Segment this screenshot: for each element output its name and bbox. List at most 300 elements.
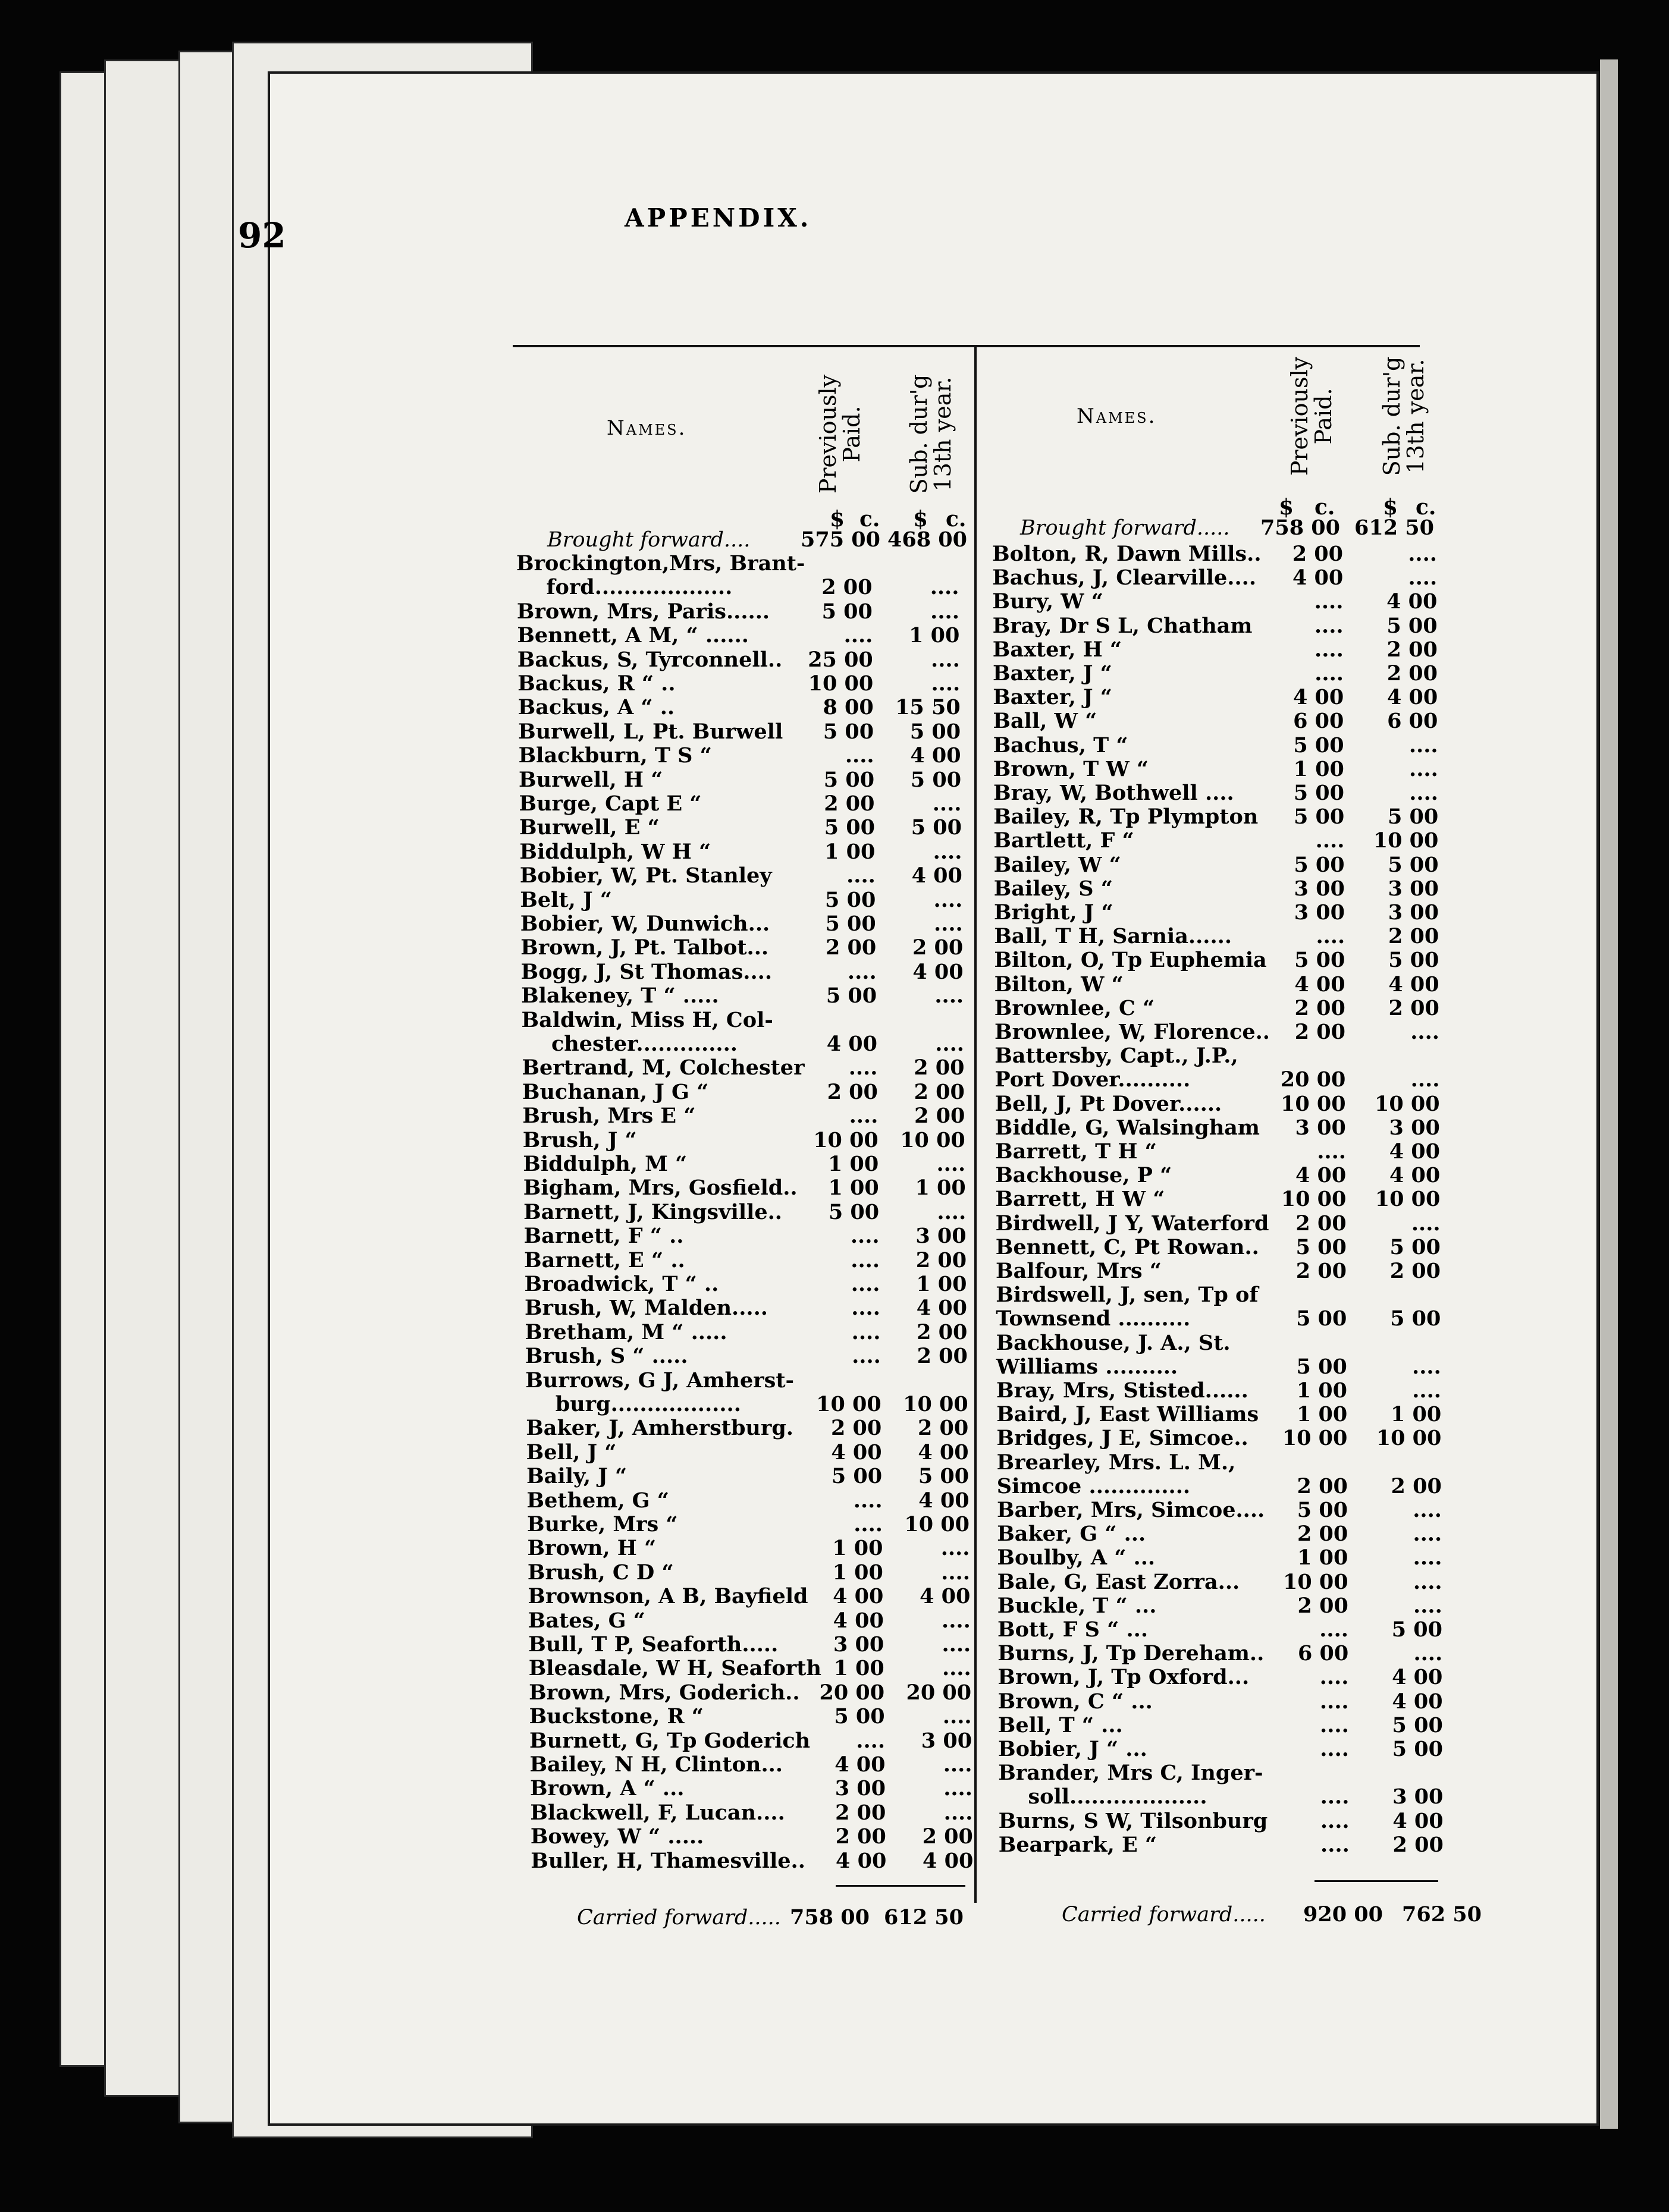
table-row xyxy=(996,1427,1444,1450)
table-row xyxy=(997,1618,1445,1642)
previously-paid-cell: .... xyxy=(849,1104,879,1129)
contributor-name: Biddle, G, Walsingham xyxy=(995,1115,1260,1140)
table-row xyxy=(521,960,966,984)
subscription-cell: 20 00 xyxy=(906,1680,972,1705)
table-row xyxy=(519,768,964,792)
table-row xyxy=(524,1249,969,1272)
contributor-name: chester.............. xyxy=(551,1032,738,1056)
subscription-cell: 6 00 xyxy=(1387,709,1438,734)
subscription-cell: .... xyxy=(942,1608,971,1633)
contributor-name: Birdswell, J, sen, Tp of xyxy=(996,1283,1259,1308)
table-row xyxy=(997,1546,1444,1570)
contributor-name: Backhouse, J. A., St. xyxy=(996,1330,1231,1355)
contributor-name: Burwell, L, Pt. Burwell xyxy=(518,719,783,744)
subscription-cell: 4 00 xyxy=(920,1584,971,1609)
previously-paid-cell: 5 00 xyxy=(1293,805,1345,830)
table-row xyxy=(996,1331,1444,1355)
table-row xyxy=(995,1164,1442,1187)
contributor-name: Burnett, G, Tp Goderich xyxy=(529,1728,811,1753)
subscription-cell: 4 00 xyxy=(1392,1808,1444,1833)
previously-paid-cell: 5 00 xyxy=(823,719,874,744)
subscription-cell: .... xyxy=(930,575,959,600)
contributor-name: Bright, J “ xyxy=(994,900,1113,925)
subscription-cell: .... xyxy=(943,1752,972,1777)
table-row xyxy=(994,853,1441,877)
brought-forward-label: Brought forward..... xyxy=(1020,516,1230,540)
previously-paid-cell: .... xyxy=(1319,1689,1349,1714)
previously-paid-cell: 5 00 xyxy=(828,1199,880,1224)
previously-paid-cell: 5 00 xyxy=(1293,733,1344,758)
previously-paid-cell: 4 00 xyxy=(836,1848,887,1873)
previously-paid-cell: 2 00 xyxy=(821,575,873,600)
contributor-name: Baxter, J “ xyxy=(993,661,1112,686)
table-row xyxy=(529,1729,974,1753)
right-sub-cents: c. xyxy=(1416,495,1436,520)
previously-paid-cell: 4 00 xyxy=(1292,685,1344,710)
subscription-cell: .... xyxy=(936,1152,966,1176)
subscription-cell: 4 00 xyxy=(1388,972,1439,997)
previously-paid-cell: .... xyxy=(1320,1737,1349,1761)
subscription-cell: 4 00 xyxy=(912,959,964,984)
table-row xyxy=(997,1666,1445,1689)
contributor-name: Burke, Mrs “ xyxy=(527,1512,678,1537)
previously-paid-cell: .... xyxy=(847,959,877,984)
table-row xyxy=(522,1056,967,1080)
contributor-name: Brown, H “ xyxy=(527,1536,657,1561)
previously-paid-cell: 5 00 xyxy=(1297,1498,1348,1522)
previously-paid-cell: 8 00 xyxy=(823,695,874,720)
contributor-name: Bennett, A M, “ ...... xyxy=(517,623,749,648)
subscription-cell: .... xyxy=(1413,1593,1442,1618)
contributor-name: Brownlee, W, Florence.. xyxy=(995,1020,1270,1044)
contributor-name: Burns, J, Tp Dereham.. xyxy=(997,1641,1265,1666)
previously-paid-cell: 4 00 xyxy=(1295,1163,1347,1188)
previously-paid-cell: 4 00 xyxy=(833,1584,884,1609)
previously-paid-cell: 2 00 xyxy=(1297,1593,1348,1618)
contributor-name: Brush, C D “ xyxy=(527,1560,674,1585)
previously-paid-cell: .... xyxy=(1315,661,1344,686)
previously-paid-cell: .... xyxy=(851,1319,881,1344)
table-row xyxy=(995,1140,1442,1164)
left-brought-forward xyxy=(547,528,970,552)
subscription-cell: .... xyxy=(1409,781,1438,805)
right-brought-forward xyxy=(1020,516,1436,540)
contributor-name: Barrett, T H “ xyxy=(995,1139,1157,1164)
table-row xyxy=(995,997,1442,1020)
subscription-cell: .... xyxy=(1408,733,1438,758)
contributor-name: Brown, Mrs, Paris...... xyxy=(516,599,770,624)
subscription-cell: 2 00 xyxy=(1392,1832,1444,1857)
left-names-header: Names. xyxy=(607,416,687,440)
contributor-name: Bull, T P, Seaforth..... xyxy=(528,1632,779,1657)
subscription-cell: 4 00 xyxy=(1392,1665,1443,1690)
table-row xyxy=(995,1068,1442,1092)
contributor-name: Bott, F S “ ... xyxy=(997,1617,1148,1642)
center-divider xyxy=(974,345,977,1903)
previously-paid-cell: 2 00 xyxy=(830,1416,882,1441)
subscription-cell: 5 00 xyxy=(1390,1306,1441,1331)
contributor-name: Bailey, N H, Clinton... xyxy=(529,1752,783,1777)
page-number: 92 xyxy=(238,215,286,256)
subscription-cell: 15 50 xyxy=(895,695,961,720)
table-row xyxy=(524,1224,969,1248)
previously-paid-cell: .... xyxy=(1319,1665,1349,1690)
contributor-name: Bretham, M “ ..... xyxy=(525,1319,727,1344)
table-row xyxy=(999,1833,1446,1857)
subscription-cell: 2 00 xyxy=(1391,1473,1442,1498)
subscription-cell: 1 00 xyxy=(916,1272,967,1296)
contributor-name: Burns, S W, Tilsonburg xyxy=(998,1808,1268,1833)
table-row xyxy=(995,973,1442,997)
contributor-name: Biddulph, M “ xyxy=(523,1152,688,1176)
contributor-name: Brownlee, C “ xyxy=(994,995,1155,1020)
subscription-cell: .... xyxy=(1409,756,1438,781)
table-row xyxy=(526,1441,971,1465)
table-row xyxy=(527,1489,972,1513)
table-row xyxy=(995,1092,1442,1116)
subscription-cell: .... xyxy=(1410,1020,1439,1044)
previously-paid-cell: 2 00 xyxy=(1297,1473,1348,1498)
contributor-name: Barnett, E “ .. xyxy=(524,1248,685,1272)
previously-paid-cell: 5 00 xyxy=(826,984,877,1008)
subscription-cell: .... xyxy=(932,791,962,816)
subscription-cell: 2 00 xyxy=(1388,924,1439,949)
subscription-cell: 3 00 xyxy=(1389,1115,1440,1140)
table-row xyxy=(531,1825,975,1849)
previously-paid-cell: 1 00 xyxy=(833,1656,884,1681)
previously-paid-cell: 1 00 xyxy=(828,1176,879,1201)
previously-paid-cell: 5 00 xyxy=(831,1464,883,1489)
contributor-name: Bury, W “ xyxy=(992,589,1103,614)
subscription-cell: .... xyxy=(1413,1498,1442,1522)
previously-paid-cell: 3 00 xyxy=(1294,876,1345,901)
previously-paid-cell: 2 00 xyxy=(835,1800,886,1825)
previously-paid-cell: 6 00 xyxy=(1293,709,1344,734)
subscription-cell: 4 00 xyxy=(910,743,961,768)
previously-paid-cell: 5 00 xyxy=(1294,852,1345,877)
previously-paid-cell: 10 00 xyxy=(1281,1187,1347,1212)
subscription-cell: .... xyxy=(934,912,963,936)
subscription-cell: 2 00 xyxy=(1388,995,1439,1020)
table-row xyxy=(519,816,964,840)
left-prev-dollar: $ xyxy=(830,507,845,532)
table-row xyxy=(525,1296,970,1320)
contributor-name: Brockington,Mrs, Brant- xyxy=(516,551,805,576)
subscription-cell: 4 00 xyxy=(1386,589,1438,614)
table-row xyxy=(531,1849,975,1873)
subscription-cell: 4 00 xyxy=(1392,1689,1443,1714)
contributor-name: Bridges, J E, Simcoe.. xyxy=(996,1426,1248,1451)
subscription-cell: .... xyxy=(1408,565,1438,590)
previously-paid-cell: 5 00 xyxy=(1293,781,1344,805)
contributor-name: Brown, A “ ... xyxy=(529,1776,685,1801)
contributor-name: Baxter, J “ xyxy=(993,685,1112,710)
contributor-name: Belt, J “ xyxy=(520,887,612,912)
previously-paid-cell: 1 00 xyxy=(1293,756,1344,781)
contributor-name: Blakeney, T “ ..... xyxy=(521,984,719,1008)
table-row xyxy=(519,792,964,816)
table-row xyxy=(996,1236,1443,1259)
carried-forward-prev: 758 00 xyxy=(790,1905,870,1930)
table-row xyxy=(997,1642,1445,1666)
table-row xyxy=(518,720,963,744)
contributor-name: Bell, J, Pt Dover...... xyxy=(995,1091,1222,1116)
contributor-name: Bowey, W “ ..... xyxy=(530,1824,704,1849)
contributor-name: Bennett, C, Pt Rowan.. xyxy=(995,1234,1259,1259)
table-row xyxy=(518,696,963,719)
contributor-name: Brush, S “ ..... xyxy=(525,1344,688,1369)
table-row xyxy=(995,1116,1442,1140)
table-row xyxy=(522,1032,967,1056)
contributor-name: Brown, J, Tp Oxford... xyxy=(997,1665,1250,1690)
right-prev-cents: c. xyxy=(1315,495,1335,520)
table-row xyxy=(993,829,1441,853)
contributor-name: Buchanan, J G “ xyxy=(522,1079,709,1104)
contributor-name: soll................... xyxy=(1028,1784,1207,1809)
table-row xyxy=(993,805,1441,829)
carried-forward-sub: 612 50 xyxy=(884,1905,964,1930)
previously-paid-cell: 5 00 xyxy=(825,887,876,912)
previously-paid-cell: 10 00 xyxy=(813,1127,879,1152)
contributor-name: Bogg, J, St Thomas.... xyxy=(520,959,773,984)
table-row xyxy=(520,888,965,912)
right-sub-header: Sub. dur'g 13th year. xyxy=(1379,356,1429,476)
table-row xyxy=(993,686,1440,709)
contributor-name: Buller, H, Thamesville.. xyxy=(531,1848,805,1873)
contributor-name: Ball, W “ xyxy=(993,709,1097,734)
table-row xyxy=(998,1690,1445,1714)
table-row xyxy=(997,1451,1444,1475)
previously-paid-cell: .... xyxy=(1316,924,1345,949)
table-row xyxy=(992,542,1439,566)
subscription-cell: 2 00 xyxy=(922,1824,973,1849)
previously-paid-cell: 5 00 xyxy=(1294,948,1345,973)
contributor-name: Ball, T H, Sarnia...... xyxy=(994,924,1232,949)
table-row xyxy=(998,1785,1445,1809)
subscription-cell: 3 00 xyxy=(1388,876,1439,901)
table-row xyxy=(522,1080,967,1104)
previously-paid-cell: .... xyxy=(1315,828,1345,853)
table-row xyxy=(528,1561,972,1585)
previously-paid-cell: .... xyxy=(1320,1832,1350,1857)
previously-paid-cell: 5 00 xyxy=(1295,1234,1347,1259)
table-row xyxy=(521,984,966,1008)
table-row xyxy=(525,1321,970,1344)
table-row xyxy=(993,734,1441,758)
contributor-name: Burge, Capt E “ xyxy=(519,791,702,816)
contributor-name: Bell, T “ ... xyxy=(997,1713,1123,1737)
table-row xyxy=(993,614,1440,638)
table-row xyxy=(994,925,1441,948)
subscription-cell: 4 00 xyxy=(918,1488,970,1513)
subscription-cell: 2 00 xyxy=(917,1344,968,1369)
table-row xyxy=(994,948,1441,972)
contributor-name: Barnett, J, Kingsville.. xyxy=(523,1199,782,1224)
left-sub-cents: c. xyxy=(946,507,967,532)
subscription-cell: .... xyxy=(931,647,960,672)
contributor-name: Baker, G “ ... xyxy=(997,1522,1146,1547)
right-carried-forward xyxy=(1062,1903,1484,1927)
subscription-cell: .... xyxy=(933,887,963,912)
previously-paid-cell: .... xyxy=(1314,613,1344,638)
table-row xyxy=(523,1129,968,1152)
table-row xyxy=(520,864,965,888)
table-row xyxy=(999,1809,1446,1833)
table-row xyxy=(528,1585,972,1608)
subscription-cell: 3 00 xyxy=(1388,900,1439,925)
table-row xyxy=(992,590,1439,614)
subscription-cell: .... xyxy=(934,984,964,1008)
table-row xyxy=(996,1259,1443,1283)
subscription-cell: 10 00 xyxy=(1373,828,1439,853)
contributor-name: Backus, S, Tyrconnell.. xyxy=(517,647,783,672)
right-previously-paid-header: Previously Paid. xyxy=(1287,356,1337,476)
table-row xyxy=(526,1465,971,1488)
subscription-cell: .... xyxy=(931,671,961,696)
previously-paid-cell: 20 00 xyxy=(1280,1067,1346,1092)
previously-paid-cell: .... xyxy=(854,1512,883,1537)
previously-paid-cell: 3 00 xyxy=(834,1776,886,1801)
contributor-name: Bray, Mrs, Stisted...... xyxy=(996,1378,1248,1403)
subscription-cell: 1 00 xyxy=(1390,1402,1442,1427)
previously-paid-cell: 1 00 xyxy=(824,839,876,864)
subscription-cell: .... xyxy=(942,1656,971,1681)
previously-paid-cell: 4 00 xyxy=(831,1440,882,1465)
contributor-name: Balfour, Mrs “ xyxy=(996,1259,1162,1283)
previously-paid-cell: .... xyxy=(845,743,874,768)
subscription-cell: .... xyxy=(941,1560,970,1585)
previously-paid-cell: 3 00 xyxy=(1295,1115,1346,1140)
brought-forward-sub: 468 00 xyxy=(887,527,967,552)
table-row xyxy=(528,1633,973,1657)
previously-paid-cell: 4 00 xyxy=(826,1032,877,1056)
previously-paid-cell: 1 00 xyxy=(1296,1378,1347,1403)
previously-paid-cell: 2 00 xyxy=(1295,1259,1347,1283)
left-carried-forward xyxy=(577,1906,1006,1930)
contributor-name: ford................... xyxy=(546,575,733,600)
subscription-cell: .... xyxy=(942,1704,972,1729)
carried-forward-label: Carried forward..... xyxy=(577,1906,781,1930)
subscription-cell: .... xyxy=(1413,1569,1442,1594)
contributor-name: Townsend .......... xyxy=(996,1306,1191,1331)
right-total-rule xyxy=(1315,1880,1438,1882)
table-row xyxy=(993,781,1441,805)
contributor-name: Baldwin, Miss H, Col- xyxy=(521,1007,773,1032)
previously-paid-cell: 20 00 xyxy=(819,1680,885,1705)
contributor-name: Blackwell, F, Lucan.... xyxy=(530,1800,785,1825)
previously-paid-cell: .... xyxy=(1320,1808,1350,1833)
contributor-name: Bachus, T “ xyxy=(993,733,1128,758)
table-row xyxy=(992,566,1439,590)
contributor-name: Brearley, Mrs. L. M., xyxy=(996,1450,1236,1475)
contributor-name: Bilton, O, Tp Euphemia xyxy=(994,948,1267,973)
subscription-cell: .... xyxy=(1413,1641,1443,1666)
table-row xyxy=(996,1403,1444,1427)
contributor-name: Bachus, J, Clearville.... xyxy=(992,565,1257,590)
subscription-cell: .... xyxy=(943,1776,972,1801)
subscription-cell: .... xyxy=(1413,1522,1442,1547)
carried-forward-prev: 920 00 xyxy=(1303,1902,1383,1927)
previously-paid-cell: .... xyxy=(1320,1784,1350,1809)
contributor-name: Blackburn, T S “ xyxy=(518,743,712,768)
page-edge xyxy=(1600,59,1618,2129)
contributor-name: Brush, W, Malden..... xyxy=(524,1296,768,1321)
subscription-cell: 5 00 xyxy=(909,719,961,744)
contributor-name: Bertrand, M, Colchester xyxy=(522,1055,805,1080)
subscription-cell: 4 00 xyxy=(923,1848,974,1873)
table-row xyxy=(523,1201,968,1224)
contributor-name: Brush, Mrs E “ xyxy=(522,1104,696,1129)
table-row xyxy=(996,1355,1444,1379)
table-row xyxy=(994,901,1441,925)
contributor-name: Bethem, G “ xyxy=(526,1488,669,1513)
previously-paid-cell: 1 00 xyxy=(832,1560,883,1585)
previously-paid-cell: 5 00 xyxy=(821,599,873,624)
subscription-cell: 1 00 xyxy=(909,623,960,648)
table-row xyxy=(998,1761,1445,1785)
previously-paid-cell: 2 00 xyxy=(835,1824,886,1849)
contributor-name: Barrett, H W “ xyxy=(995,1187,1165,1212)
subscription-cell: .... xyxy=(1408,542,1437,566)
contributor-name: Battersby, Capt., J.P., xyxy=(995,1044,1238,1069)
subscription-cell: 5 00 xyxy=(910,767,962,792)
contributor-name: Simcoe .............. xyxy=(996,1473,1191,1498)
previously-paid-cell: .... xyxy=(856,1728,886,1753)
contributor-name: Birdwell, J Y, Waterford xyxy=(995,1211,1269,1236)
subscription-cell: 1 00 xyxy=(915,1176,966,1201)
contributor-name: Bartlett, F “ xyxy=(993,828,1134,853)
contributor-name: Broadwick, T “ .. xyxy=(524,1272,719,1296)
previously-paid-cell: 10 00 xyxy=(816,1392,881,1416)
contributor-name: Barnett, F “ .. xyxy=(523,1224,684,1249)
subscription-cell: 2 00 xyxy=(914,1104,965,1129)
contributor-name: Bolton, R, Dawn Mills.. xyxy=(992,542,1262,566)
top-rule xyxy=(513,345,1420,347)
contributor-name: Bobier, J “ ... xyxy=(998,1737,1147,1761)
table-row xyxy=(530,1753,975,1777)
previously-paid-cell: 10 00 xyxy=(1280,1091,1346,1116)
previously-paid-cell: 2 00 xyxy=(827,1079,878,1104)
table-row xyxy=(997,1522,1444,1546)
contributor-name: Bigham, Mrs, Gosfield.. xyxy=(523,1176,798,1201)
contributor-name: Burwell, E “ xyxy=(519,815,660,840)
subscription-cell: .... xyxy=(935,1032,964,1056)
table-row xyxy=(529,1681,974,1705)
subscription-cell: .... xyxy=(1412,1354,1441,1379)
subscription-cell: .... xyxy=(1410,1067,1440,1092)
subscription-cell: 5 00 xyxy=(1392,1737,1443,1761)
contributor-name: Bobier, W, Pt. Stanley xyxy=(519,863,772,888)
subscription-cell: .... xyxy=(1411,1211,1441,1236)
previously-paid-cell: 2 00 xyxy=(825,935,877,960)
contributor-name: Bray, W, Bothwell .... xyxy=(993,781,1234,805)
table-row xyxy=(517,672,962,696)
subscription-cell: 4 00 xyxy=(918,1440,969,1465)
contributor-name: Backus, A “ .. xyxy=(517,695,675,720)
previously-paid-cell: 2 00 xyxy=(824,791,875,816)
right-prev-dollar: $ xyxy=(1279,495,1294,520)
table-row xyxy=(519,840,964,864)
subscription-cell: 5 00 xyxy=(1388,948,1439,973)
subscription-cell: 10 00 xyxy=(1376,1426,1442,1451)
right-sub-dollar: $ xyxy=(1383,495,1398,520)
contributor-name: Bell, J “ xyxy=(526,1440,617,1465)
table-row xyxy=(529,1657,974,1680)
contributor-name: Bailey, R, Tp Plympton xyxy=(993,805,1259,830)
contributor-name: Bobier, W, Dunwich... xyxy=(520,912,770,936)
contributor-name: Boulby, A “ ... xyxy=(997,1545,1156,1570)
previously-paid-cell: 2 00 xyxy=(1292,542,1343,566)
